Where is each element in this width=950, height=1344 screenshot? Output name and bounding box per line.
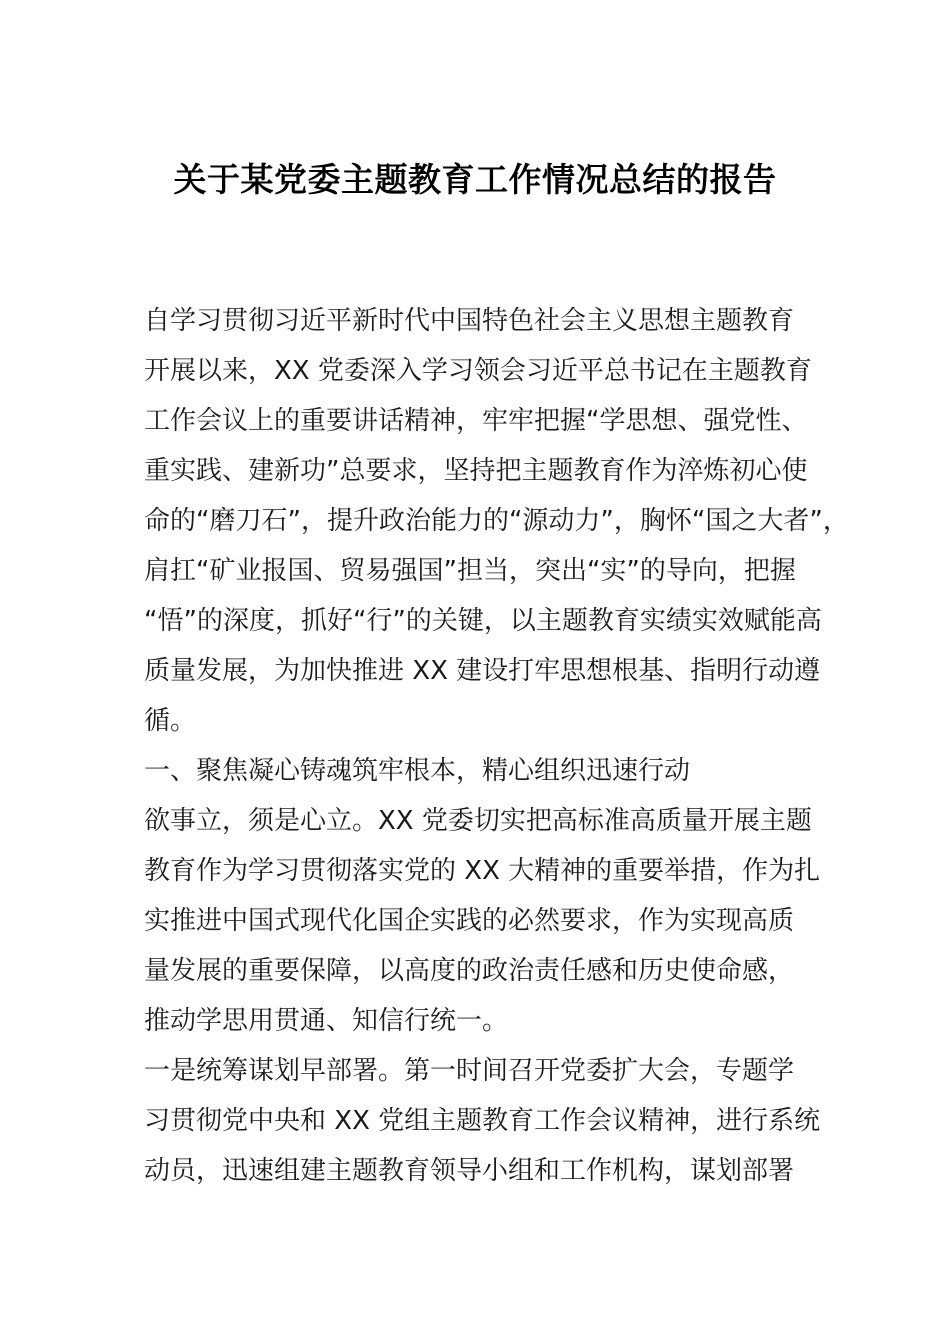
- body-line: 实推进中国式现代化国企实践的必然要求，作为实现高质: [144, 906, 795, 936]
- body-line: 重实践、建新功”总要求，坚持把主题教育作为淬炼初心使: [144, 456, 808, 486]
- body-line: 推动学思用贯通、知信行统一。: [144, 1006, 509, 1036]
- body-line: 欲事立，须是心立。XX 党委切实把高标准高质量开展主题: [144, 806, 812, 836]
- body-line: 开展以来，XX 党委深入学习领会习近平总书记在主题教育: [144, 356, 812, 386]
- body-line: 命的“磨刀石”，提升政治能力的“源动力”，胸怀“国之大者”，: [144, 506, 849, 536]
- body-line: 教育作为学习贯彻落实党的 XX 大精神的重要举措，作为扎: [144, 856, 821, 886]
- body-line: 一是统筹谋划早部署。第一时间召开党委扩大会，专题学: [144, 1056, 795, 1086]
- body-line: 量发展的重要保障，以高度的政治责任感和历史使命感，: [144, 956, 795, 986]
- body-line: “悟”的深度，抓好“行”的关键，以主题教育实绩实效赋能高: [144, 606, 822, 636]
- body-line: 循。: [144, 706, 197, 736]
- body-line: 自学习贯彻习近平新时代中国特色社会主义思想主题教育: [144, 306, 795, 336]
- document-body: [144, 296, 849, 1196]
- section-heading: 一、聚焦凝心铸魂筑牢根本，精心组织迅速行动: [144, 756, 691, 786]
- body-line: 肩扛“矿业报国、贸易强国”担当，突出“实”的导向，把握: [144, 556, 796, 586]
- body-line: 质量发展，为加快推进 XX 建设打牢思想根基、指明行动遵: [144, 656, 821, 686]
- body-line: 工作会议上的重要讲话精神，牢牢把握“学思想、强党性、: [144, 406, 808, 436]
- body-line: 习贯彻党中央和 XX 党组主题教育工作会议精神，进行系统: [144, 1106, 821, 1136]
- document-title: 关于某党委主题教育工作情况总结的报告: [173, 160, 777, 199]
- body-line: 动员，迅速组建主题教育领导小组和工作机构，谋划部署: [144, 1156, 795, 1186]
